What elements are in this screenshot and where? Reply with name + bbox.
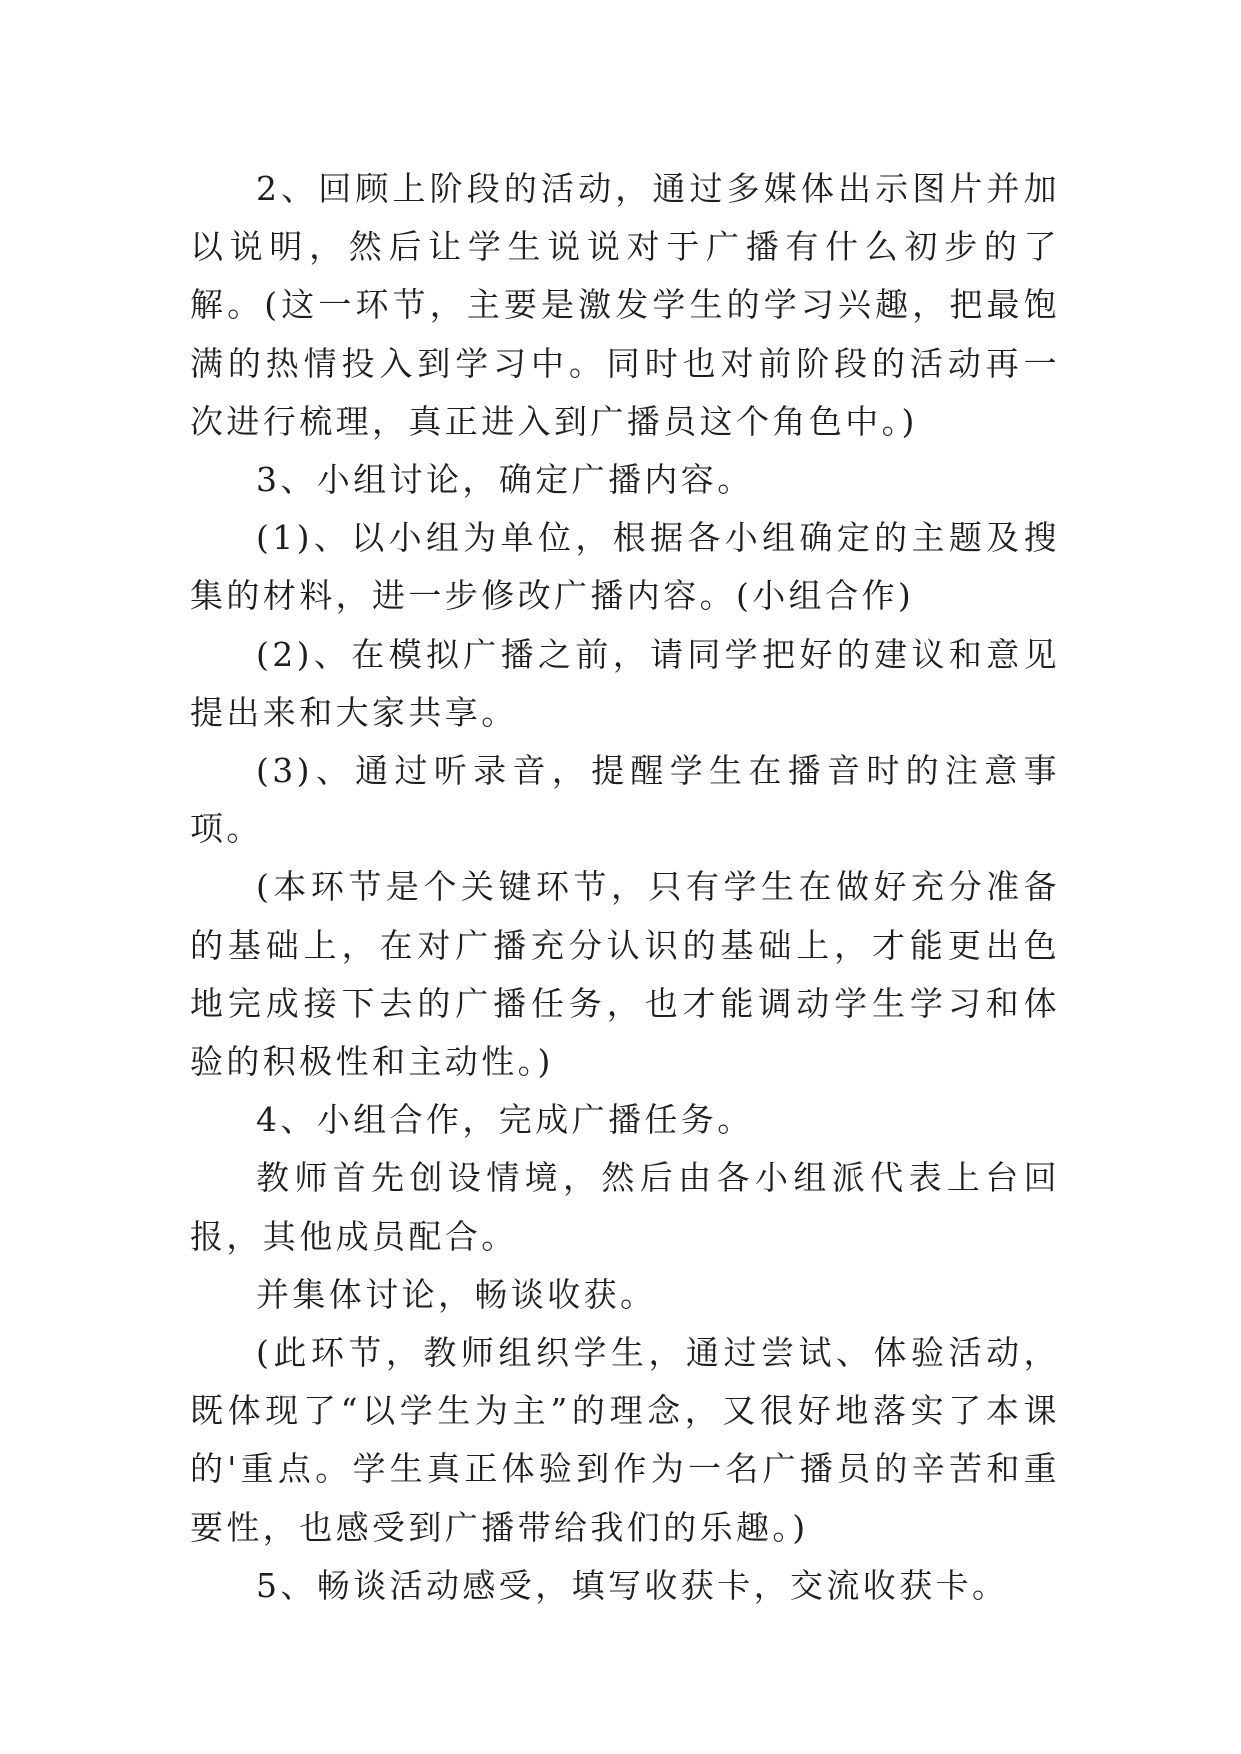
document-body xyxy=(190,160,1060,1615)
paragraph-step-3-3: (3)、通过听录音，提醒学生在播音时的注意事项。 xyxy=(190,751,1060,849)
paragraph-step-2: 2、回顾上阶段的活动，通过多媒体出示图片并加以说明，然后让学生说说对于广播有什么初步的了解。(这一环节，主要是激发学生的学习兴趣，把最饱满的热情投入到学习中。同时也对前阶段的活动再一次进行梳理，真正进入到广播员这个角色中。) xyxy=(190,169,1060,441)
paragraph-step-3-note: (本环节是个关键环节，只有学生在做好充分准备的基础上，在对广播充分认识的基础上，才能更出色地完成接下去的广播任务，也才能调动学生学习和体验的积极性和主动性。) xyxy=(190,867,1060,1082)
paragraph-step-4-discussion: 并集体讨论，畅谈收获。 xyxy=(256,1274,657,1314)
paragraph-step-5: 5、畅谈活动感受，填写收获卡，交流收获卡。 xyxy=(256,1565,1009,1605)
paragraph-step-4-detail: 教师首先创设情境，然后由各小组派代表上台回报，其他成员配合。 xyxy=(190,1158,1060,1256)
paragraph-step-3-1: (1)、以小组为单位，根据各小组确定的主题及搜集的材料，进一步修改广播内容。(小组合作) xyxy=(190,518,1060,616)
paragraph-step-4-note: (此环节，教师组织学生，通过尝试、体验活动，既体现了“以学生为主”的理念，又很好地落实了本课的'重点。学生真正体验到作为一名广播员的辛苦和重要性，也感受到广播带给我们的乐趣。) xyxy=(190,1333,1060,1547)
paragraph-step-3-2: (2)、在模拟广播之前，请同学把好的建议和意见提出来和大家共享。 xyxy=(190,634,1060,732)
paragraph-step-3: 3、小组讨论，确定广播内容。 xyxy=(256,460,754,500)
paragraph-step-4: 4、小组合作，完成广播任务。 xyxy=(256,1100,754,1140)
